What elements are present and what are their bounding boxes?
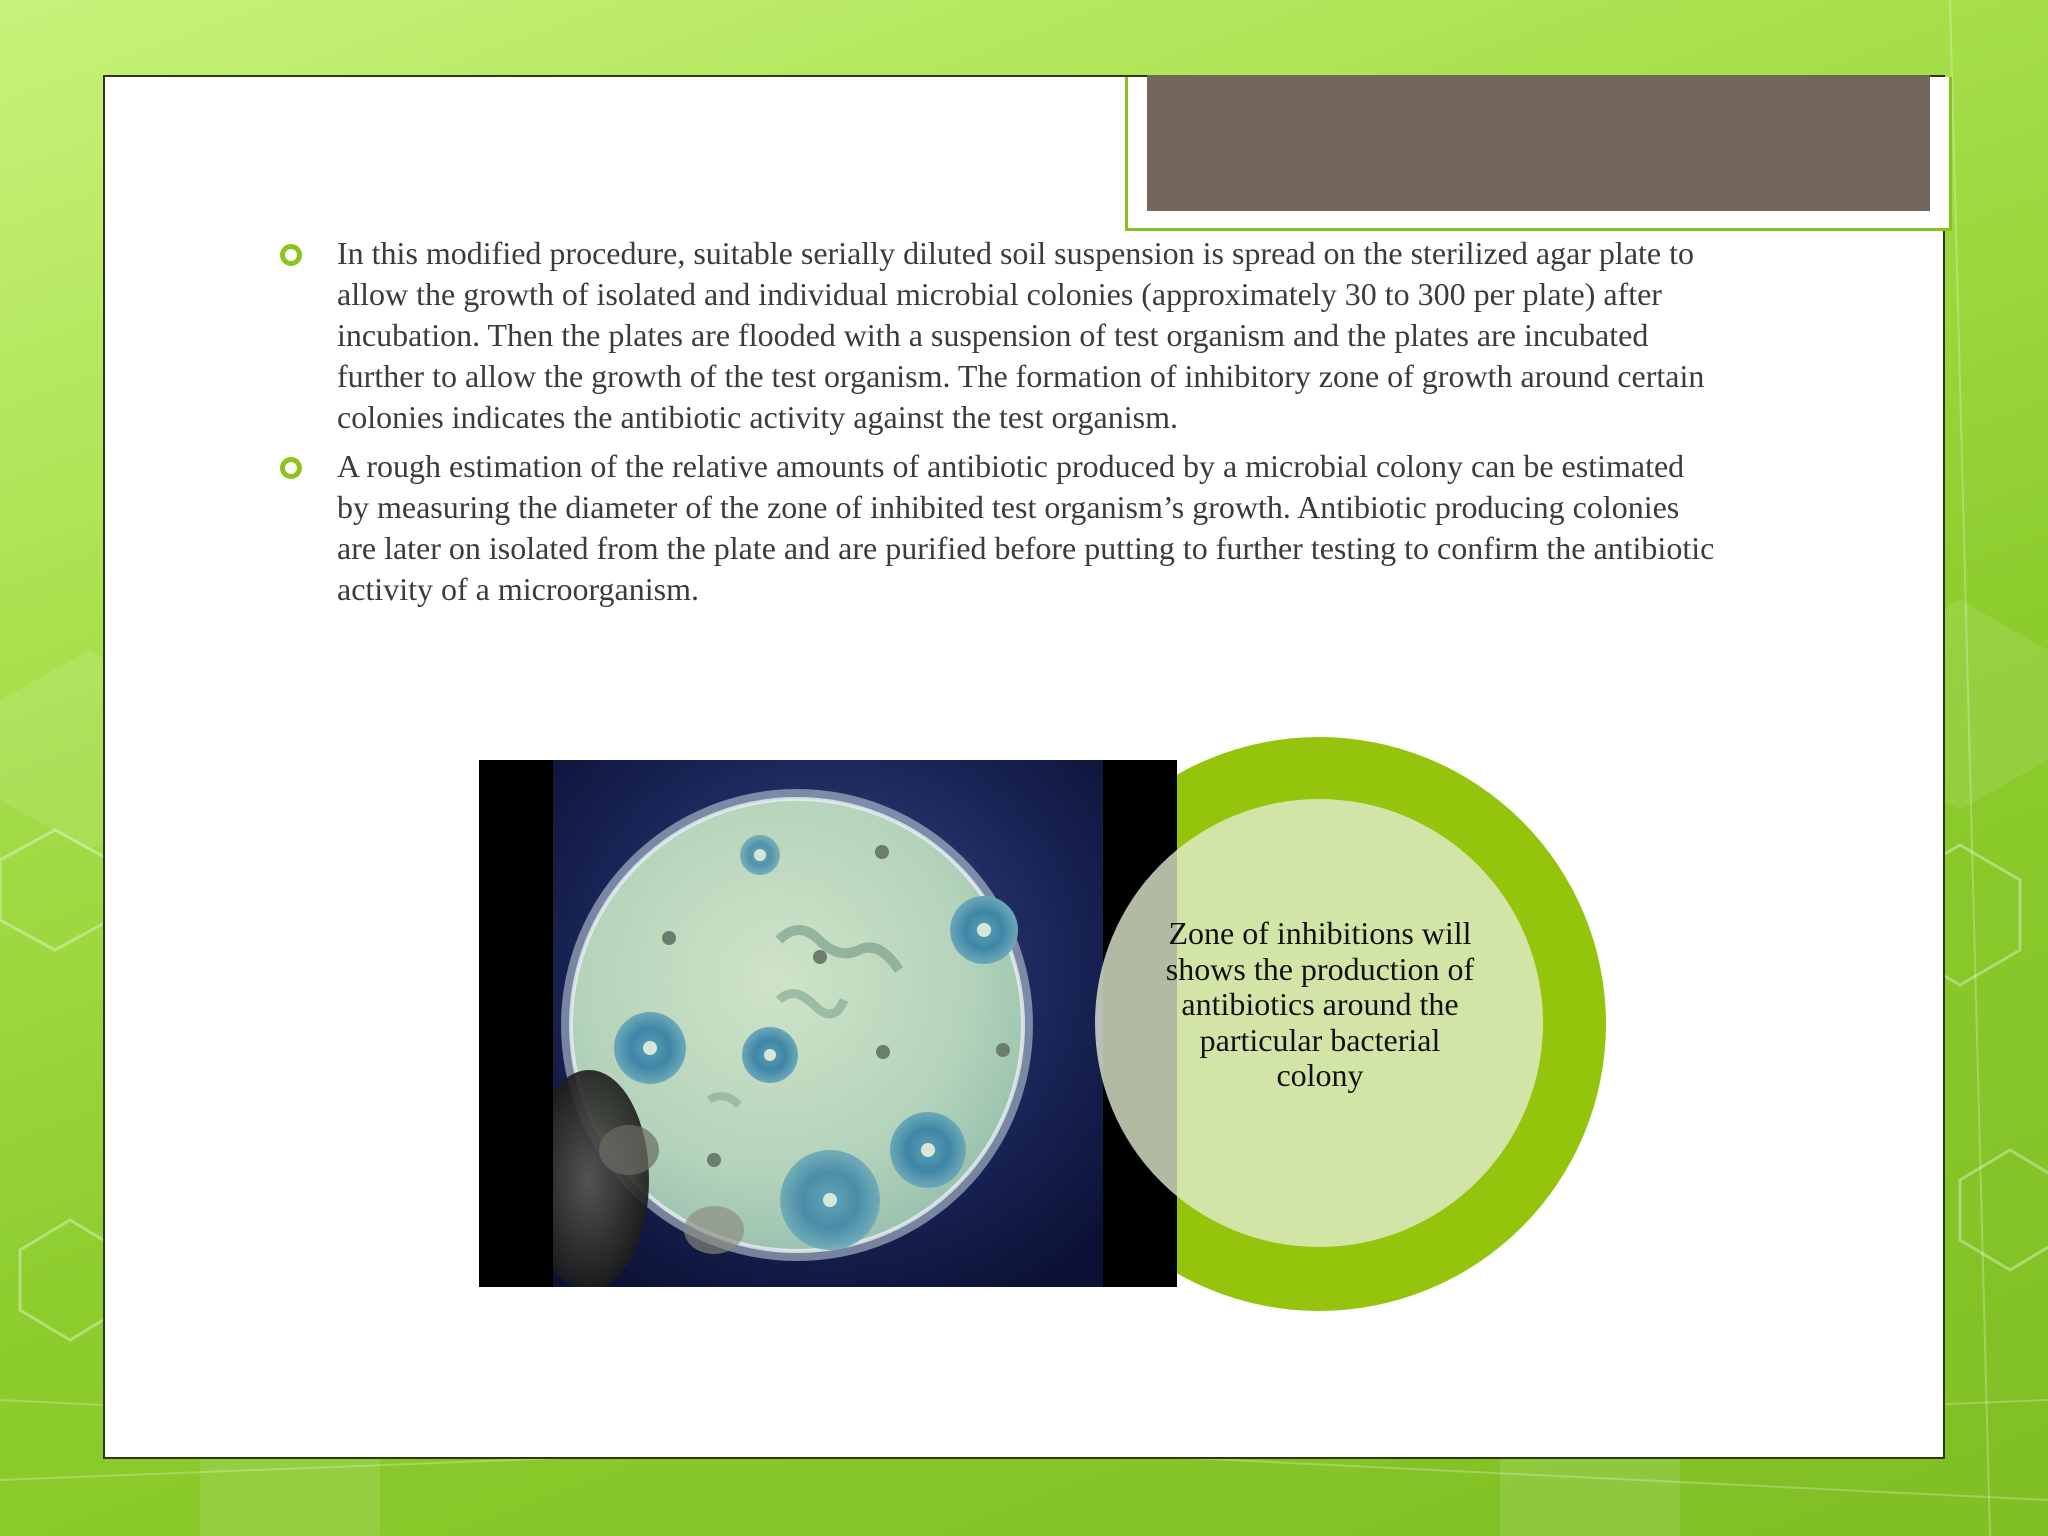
bullet-text: In this modified procedure, suitable serially diluted soil suspension is spread on the sterilized agar plate to allow the growth of isolated and individual microbial colonies (approximately 30 to 300 per plate) after incubation. Then the plates are flooded with a suspension of test organism and the plates are incubated further to allow the growth of the test organism. The formation of inhibitory zone of growth around certain colonies indicates the antibiotic activity against the test organism. xyxy=(337,235,1705,435)
callout-text: Zone of inhibitions will shows the production of antibiotics around the particular bacterial colony xyxy=(1165,915,1475,1093)
hollow-circle-bullet-icon xyxy=(280,244,302,266)
title-placeholder-bar xyxy=(1147,75,1930,211)
bullet-text: A rough estimation of the relative amounts of antibiotic produced by a microbial colony can be estimated by measuring the diameter of the zone of inhibited test organism’s growth. Antibiotic producing colonies are later on isolated from the plate and are purified before putting to further testing to confirm the antibiotic activity of a microorganism. xyxy=(337,448,1715,607)
bullet-list xyxy=(272,233,1722,618)
petri-dish-illustration xyxy=(479,760,1177,1287)
bullet-item xyxy=(272,233,1722,438)
bullet-item xyxy=(272,446,1722,610)
title-placeholder-frame xyxy=(1125,77,1952,231)
petri-dish-photo xyxy=(479,760,1177,1287)
hollow-circle-bullet-icon xyxy=(280,457,302,479)
